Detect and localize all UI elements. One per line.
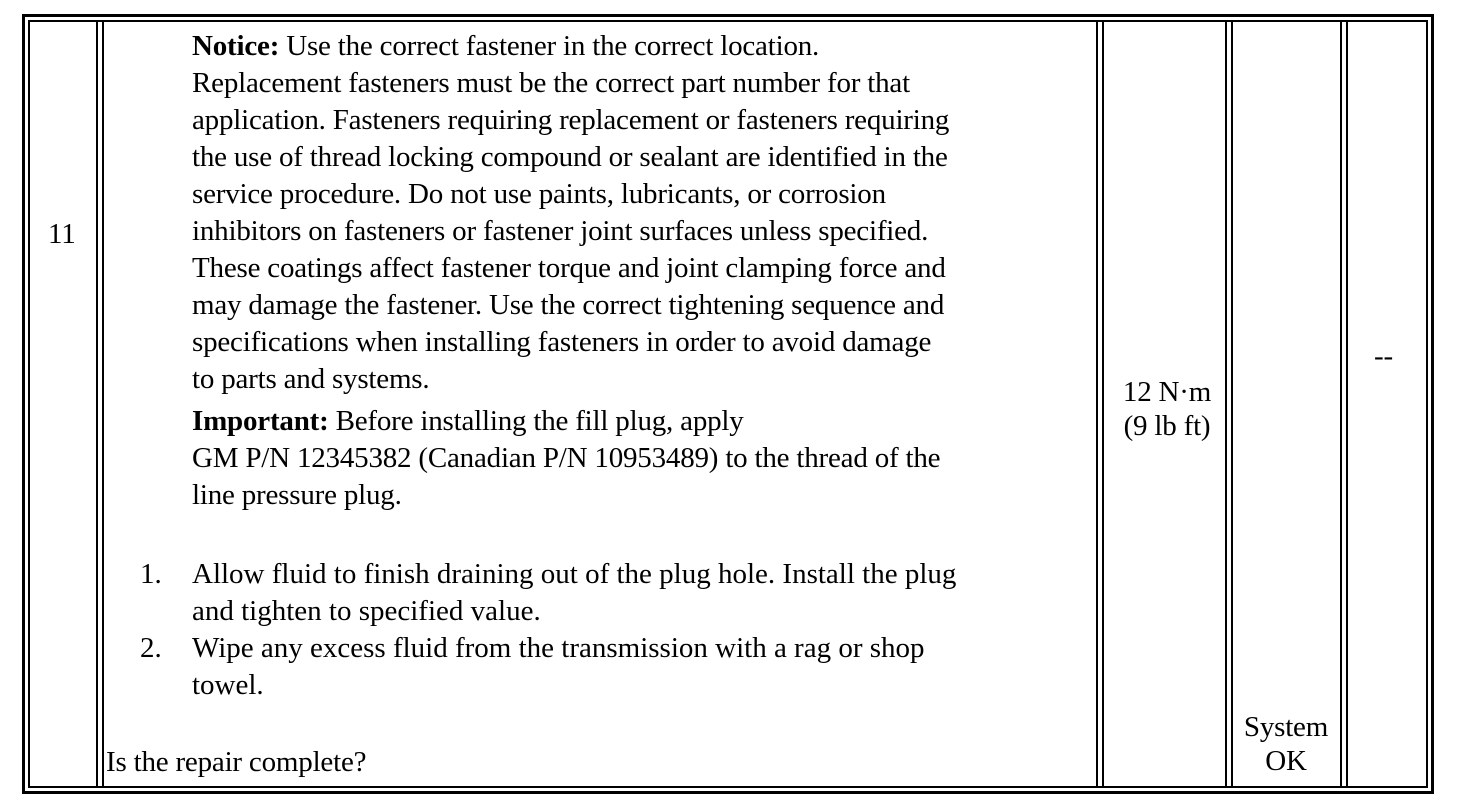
notice-line: service procedure. Do not use paints, lubricants, or corrosion bbox=[192, 178, 886, 210]
column-divider bbox=[1225, 20, 1227, 788]
notice-block bbox=[192, 28, 1092, 398]
step-number: 11 bbox=[48, 218, 76, 250]
result-line: OK bbox=[1265, 745, 1307, 777]
step-item-number: 1. bbox=[140, 558, 162, 590]
step-line: towel. bbox=[192, 669, 264, 701]
notice-line: specifications when installing fasteners in order to avoid damage bbox=[192, 326, 932, 358]
question-text: Is the repair complete? bbox=[106, 746, 367, 778]
procedure-steps bbox=[140, 556, 1100, 704]
step-line: and tighten to specified value. bbox=[192, 595, 541, 627]
column-divider bbox=[96, 20, 98, 788]
notice-label: Notice: bbox=[192, 30, 280, 62]
column-divider bbox=[102, 20, 104, 788]
notice-line: Replacement fasteners must be the correct part number for that bbox=[192, 67, 910, 99]
column-divider bbox=[1340, 20, 1342, 788]
step-item-number: 2. bbox=[140, 632, 162, 664]
result-line: System bbox=[1243, 711, 1329, 743]
no-result-cell: -- bbox=[1374, 340, 1393, 372]
column-divider bbox=[1102, 20, 1104, 788]
value-line: (9 lb ft) bbox=[1123, 410, 1211, 442]
important-line: line pressure plug. bbox=[192, 479, 402, 511]
column-divider bbox=[1346, 20, 1348, 788]
notice-line: to parts and systems. bbox=[192, 363, 430, 395]
value-line: 12 N·m bbox=[1122, 376, 1212, 408]
important-line: Important: Before installing the fill plug, apply bbox=[192, 405, 744, 437]
important-label: Important: bbox=[192, 405, 329, 437]
notice-line: the use of thread locking compound or sealant are identified in the bbox=[192, 141, 948, 173]
notice-line: application. Fasteners requiring replacement or fasteners requiring bbox=[192, 104, 950, 136]
notice-line: Notice: Use the correct fastener in the correct location. bbox=[192, 30, 820, 62]
step-line: Wipe any excess fluid from the transmission with a rag or shop bbox=[192, 632, 925, 664]
column-divider bbox=[1231, 20, 1233, 788]
value-cell bbox=[1112, 375, 1222, 443]
important-line: GM P/N 12345382 (Canadian P/N 10953489) to the thread of the bbox=[192, 442, 941, 474]
yes-result-cell bbox=[1236, 710, 1336, 778]
notice-line: may damage the fastener. Use the correct tightening sequence and bbox=[192, 289, 945, 321]
notice-line: These coatings affect fastener torque and joint clamping force and bbox=[192, 252, 946, 284]
step-line: Allow fluid to finish draining out of the plug hole. Install the plug bbox=[192, 558, 957, 590]
important-block bbox=[192, 403, 1092, 514]
list-item bbox=[140, 556, 1100, 630]
notice-line: inhibitors on fasteners or fastener joint surfaces unless specified. bbox=[192, 215, 929, 247]
list-item bbox=[140, 630, 1100, 704]
